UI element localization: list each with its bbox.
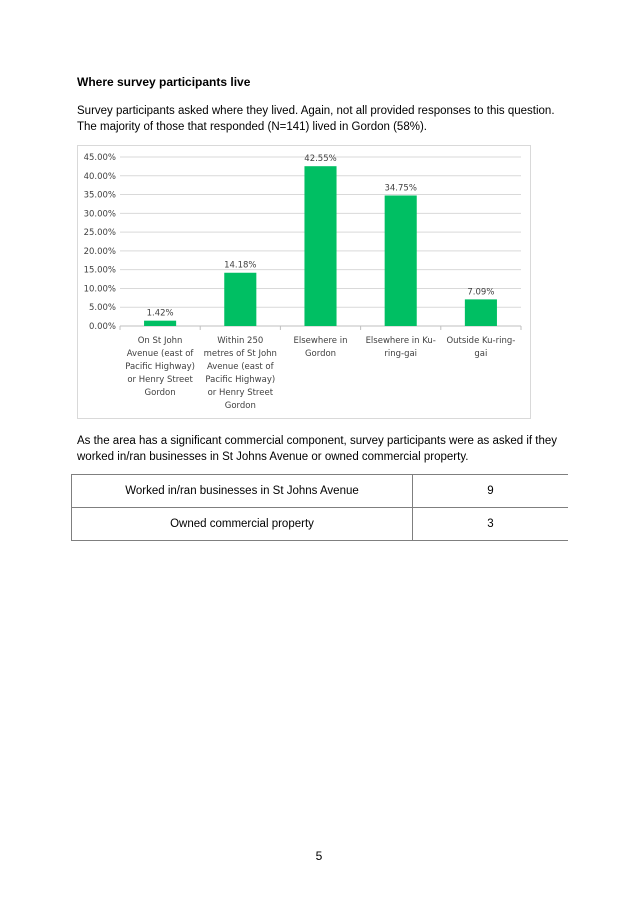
data-label: 1.42% — [146, 308, 174, 319]
data-label: 34.75% — [384, 183, 417, 194]
bar — [224, 273, 256, 326]
x-tick-label: On St John Avenue (east of Pacific Highway) or Henry Street Gordon — [125, 336, 195, 398]
commercial-paragraph: As the area has a significant commercial component, survey participants were as asked if they worked in/ran businesses in St Johns Avenue or owned commercial property. — [77, 435, 558, 463]
data-label: 14.18% — [224, 260, 257, 271]
y-tick-label: 0.00% — [88, 322, 116, 332]
bar — [465, 299, 497, 326]
x-tick-label: Outside Ku-ring-gai — [446, 336, 516, 359]
y-tick-label: 10.00% — [83, 284, 116, 295]
x-tick-label: Elsewhere in Gordon — [293, 336, 348, 359]
y-tick-label: 5.00% — [88, 303, 116, 314]
intro-paragraph: Survey participants asked where they lived. Again, not all provided responses to this question. The majority of those that responded (N=141) lived in Gordon (58%). — [77, 105, 555, 133]
data-label: 7.09% — [467, 287, 495, 298]
y-tick-label: 20.00% — [83, 246, 116, 257]
table-row — [72, 475, 569, 508]
x-tick-label: Elsewhere in Ku-ring-gai — [365, 336, 436, 359]
residence-bar-chart — [77, 145, 531, 419]
table-cell-value: 3 — [413, 508, 569, 541]
table-cell-label: Worked in/ran businesses in St Johns Avenue — [72, 475, 413, 508]
page-number: 5 — [315, 849, 323, 863]
y-tick-label: 30.00% — [83, 209, 116, 220]
y-tick-label: 35.00% — [83, 190, 116, 201]
chart-canvas — [78, 146, 532, 420]
y-tick-label: 15.00% — [83, 265, 116, 276]
commercial-table — [71, 474, 568, 541]
bar — [385, 195, 417, 326]
x-tick-label: Within 250 metres of St John Avenue (east of Pacific Highway) or Henry Street Gordon — [203, 336, 277, 411]
bar — [144, 321, 176, 326]
bar — [304, 166, 336, 326]
data-label: 42.55% — [304, 154, 337, 165]
y-tick-label: 40.00% — [83, 171, 116, 182]
table-cell-label: Owned commercial property — [72, 508, 413, 541]
section-heading: Where survey participants live — [77, 75, 251, 89]
y-tick-label: 25.00% — [83, 228, 116, 239]
y-tick-label: 45.00% — [83, 153, 116, 163]
table-row — [72, 508, 569, 541]
table-cell-value: 9 — [413, 475, 569, 508]
